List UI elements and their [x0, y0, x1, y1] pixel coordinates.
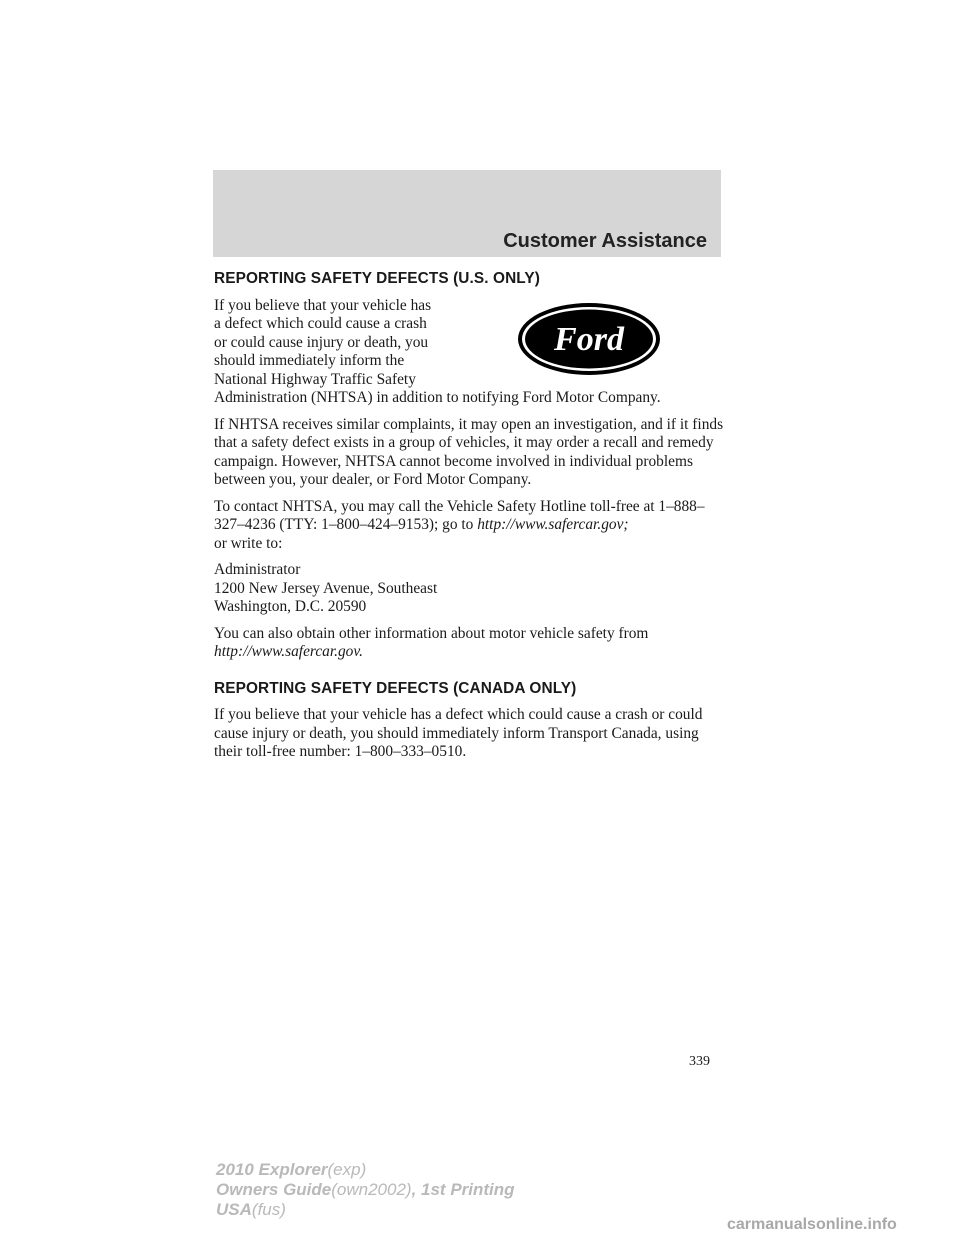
intro-line: a defect which could cause a crash: [214, 315, 427, 332]
contact-end: or write to:: [214, 534, 283, 552]
footer-guide-code: (own2002): [331, 1180, 412, 1199]
us-paragraph-contact: [214, 498, 724, 554]
intro-line: National Highway Traffic Safety: [214, 370, 416, 388]
ford-logo-text: Ford: [554, 320, 624, 358]
mailing-address: [214, 561, 724, 617]
address-line: Washington, D.C. 20590: [214, 598, 367, 615]
footer-printing: , 1st Printing: [411, 1180, 515, 1199]
footer-region-code: (fus): [251, 1200, 286, 1219]
us-intro: [214, 297, 724, 408]
us-intro-lines: [214, 297, 454, 390]
address-line: 1200 New Jersey Avenue, Southeast: [214, 579, 438, 597]
canada-paragraph: If you believe that your vehicle has a defect which could cause a crash or could cause injury or death, you should immediately inform Transport Canada, using their toll-free number: 1–800–333–0510.: [214, 706, 703, 760]
footer-print-info: [216, 1160, 515, 1220]
footer-guide: Owners Guide: [216, 1180, 332, 1199]
footer-model: 2010 Explorer: [216, 1160, 328, 1179]
us-paragraph-info: [214, 625, 724, 662]
canada-section-heading: REPORTING SAFETY DEFECTS (CANADA ONLY): [214, 679, 577, 697]
ford-logo-icon: [516, 301, 662, 377]
page-number: 339: [689, 1054, 710, 1069]
footer-model-code: (exp): [327, 1160, 367, 1179]
page-content: [214, 270, 724, 770]
intro-line: or could cause injury or death, you: [214, 333, 429, 351]
us-paragraph-investigation: If NHTSA receives similar complaints, it may open an investigation, and if it finds that a safety defect exists in a group of vehicles, it may order a recall and remedy campaign. However, NHTSA cannot become involved in individual problems between you, your dealer, or Ford Motor Company.: [214, 415, 724, 488]
info-text: You can also obtain other information about motor vehicle safety from: [214, 624, 649, 642]
intro-line: If you believe that your vehicle has: [214, 296, 432, 314]
us-section-heading: REPORTING SAFETY DEFECTS (U.S. ONLY): [214, 270, 540, 287]
us-intro-continuation: Administration (NHTSA) in addition to notifying Ford Motor Company.: [214, 389, 661, 406]
contact-text: To contact NHTSA, you may call the Vehicle Safety Hotline toll-free at 1–888–327–4236 (TTY: 1–800–424–9153); go to: [214, 497, 705, 533]
watermark: carmanualsonline.info: [727, 1216, 897, 1233]
footer-region: USA: [216, 1200, 252, 1219]
section-title: Customer Assistance: [503, 230, 707, 252]
intro-line: should immediately inform the: [214, 352, 405, 369]
safercar-link[interactable]: http://www.safercar.gov;: [477, 516, 629, 533]
section-header-band: [213, 170, 721, 257]
safercar-link-2[interactable]: http://www.safercar.gov.: [214, 643, 363, 660]
address-line: Administrator: [214, 561, 301, 578]
